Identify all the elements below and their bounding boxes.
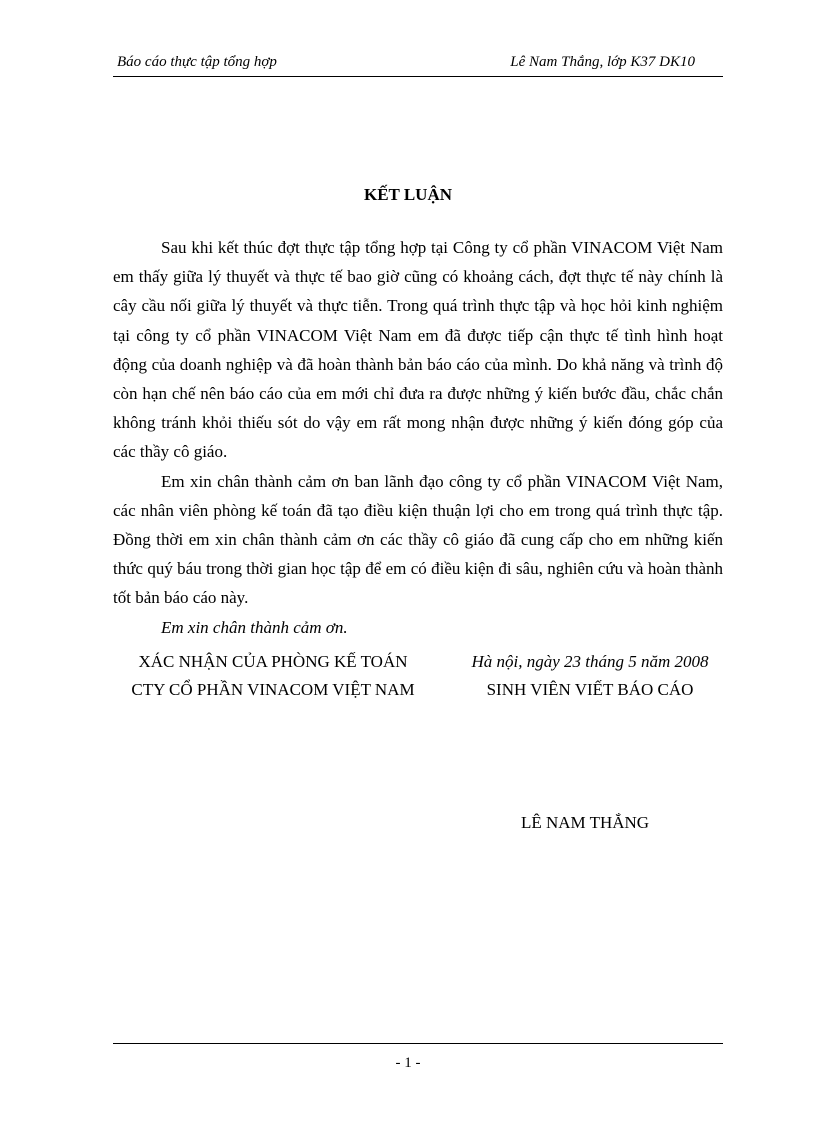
page-header: [113, 52, 723, 77]
conclusion-body: [113, 233, 723, 642]
paragraph-1: Sau khi kết thúc đợt thực tập tổng hợp tại Công ty cổ phần VINACOM Việt Nam em thấy giữa lý thuyết và thực tế bao giờ cũng có khoảng cách, đợt thực tế này chính là cây cầu nối giữa lý thuyết và thực tiễn. Trong quá trình thực tập và học hỏi kinh nghiệm tại công ty cổ phần VINACOM Việt Nam em đã được tiếp cận thực tế tình hình hoạt động của doanh nghiệp và đã hoàn thành bản báo cáo của mình. Do khả năng và trình độ còn hạn chế nên báo cáo của em mới chỉ đưa ra được những ý kiến bước đầu, chắc chắn không tránh khỏi thiếu sót do vậy em rất mong nhận được những ý kiến đóng góp của các thầy cô giáo.: [113, 238, 723, 462]
closing-line: Em xin chân thành cảm ơn.: [161, 617, 348, 637]
student-role-label: SINH VIÊN VIẾT BÁO CÁO: [486, 680, 694, 699]
student-signature-block: [440, 648, 740, 704]
confirmation-line-2: CTY CỔ PHẦN VINACOM VIỆT NAM: [131, 680, 415, 699]
place-date: Hà nội, ngày 23 tháng 5 năm 2008: [471, 652, 709, 671]
header-report-title: Báo cáo thực tập tổng hợp: [117, 54, 277, 70]
section-title: KẾT LUẬN: [363, 185, 452, 204]
paragraph-2: Em xin chân thành cảm ơn ban lãnh đạo công ty cổ phần VINACOM Việt Nam, các nhân viên phòng kế toán đã tạo điều kiện thuận lợi cho em trong quá trình thực tập. Đồng thời em xin chân thành cảm ơn các thầy cô giáo đã cung cấp cho em những kiến thức quý báu trong thời gian học tập để em có điều kiện đi sâu, nghiên cứu và hoàn thành tốt bản báo cáo này.: [113, 471, 723, 608]
signer-name: LÊ NAM THẮNG: [520, 813, 650, 832]
page-number: - 1 -: [395, 1055, 421, 1071]
header-author: Lê Nam Thắng, lớp K37 DK10: [510, 54, 695, 70]
accounting-confirmation-block: [113, 648, 433, 704]
footer-divider: [113, 1043, 723, 1044]
confirmation-line-1: XÁC NHẬN CỦA PHÒNG KẾ TOÁN: [138, 652, 408, 671]
